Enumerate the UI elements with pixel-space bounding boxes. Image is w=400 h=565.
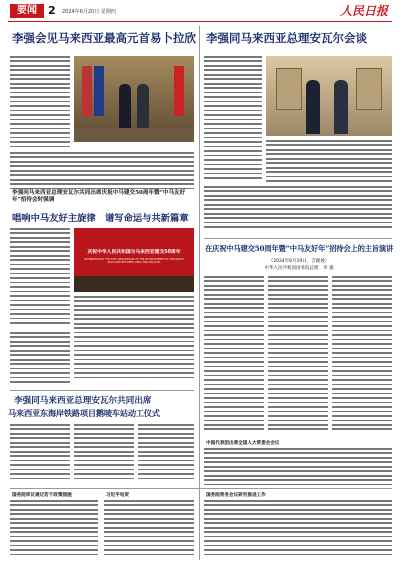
photo-banner-stage xyxy=(74,228,194,292)
headline-railway-2: 马来西亚东海岸铁路项目鹅唛车站动工仪式 xyxy=(8,408,160,418)
section-divider xyxy=(204,238,392,239)
body-text-column xyxy=(204,186,392,234)
headline-keynote-speech: 在庆祝中马建交50周年暨“中马友好年”招待会上的主旨演讲 xyxy=(205,244,394,253)
brief-headline-4: 国务院常务会议研究推进工作 xyxy=(206,493,266,498)
speech-author: 中华人民共和国国务院总理 李 强 xyxy=(264,266,334,271)
body-text-column xyxy=(104,500,194,558)
banner-main-text: 庆祝中华人民共和国与马来西亚建交50周年 xyxy=(87,250,181,255)
headline-railway-1: 李强同马来西亚总理安瓦尔共同出席 xyxy=(14,396,152,406)
headline-friendship: 唱响中马友好主旋律 谱写命运与共新篇章 xyxy=(12,213,189,224)
body-text-column xyxy=(204,56,262,184)
body-text-column xyxy=(74,424,134,484)
section-badge: 要闻 xyxy=(10,4,44,18)
body-text-column xyxy=(10,500,98,558)
headline-meeting-king: 李强会见马来西亚最高元首易卜拉欣 xyxy=(12,31,196,45)
photo-talks xyxy=(266,56,392,136)
masthead xyxy=(0,0,400,22)
page-number: 2 xyxy=(48,4,56,17)
column-divider xyxy=(199,26,200,560)
body-text-column xyxy=(204,448,392,488)
banner-english-text: CELEBRATION OF THE 50TH ANNIVERSARY OF THE ESTABLISHMENT OF DIPLOMATIC RELATIONS BETWEEN CHINA AND MALAYSIA xyxy=(83,258,185,264)
headline-talks-anwar: 李强同马来西亚总理安瓦尔会谈 xyxy=(206,31,367,45)
issue-date: 2024年6月20日 星期四 xyxy=(62,9,116,15)
body-text-column xyxy=(10,228,70,328)
body-text-column xyxy=(74,296,194,386)
body-text-column xyxy=(268,276,328,436)
body-text-column xyxy=(10,152,194,194)
speech-dateline: （2024年6月19日，吉隆坡） xyxy=(268,259,330,264)
section-divider xyxy=(10,390,194,391)
body-text-column xyxy=(266,140,392,184)
subheadline-reception: 李强同马来西亚总理安瓦尔共同出席庆祝中马建交50周年暨“中马友好年”招待会时强调 xyxy=(12,190,186,204)
body-text-column xyxy=(10,424,70,484)
masthead-rule xyxy=(8,21,392,22)
photo-king-meeting xyxy=(74,56,194,142)
brief-headline-3: 中国代表团出席全国人大常委会会议 xyxy=(206,441,280,446)
section-divider xyxy=(10,488,392,489)
body-text-column xyxy=(204,500,392,558)
brief-headline-1: 国务院审议通过若干政策措施 xyxy=(12,493,72,498)
body-text-column xyxy=(10,56,70,151)
body-text-column xyxy=(138,424,194,484)
body-text-column xyxy=(10,332,70,386)
brief-headline-2: 习近平电贺 xyxy=(106,493,129,498)
body-text-column xyxy=(332,276,392,436)
newspaper-logo: 人民日报 xyxy=(339,4,388,18)
body-text-column xyxy=(204,276,264,436)
